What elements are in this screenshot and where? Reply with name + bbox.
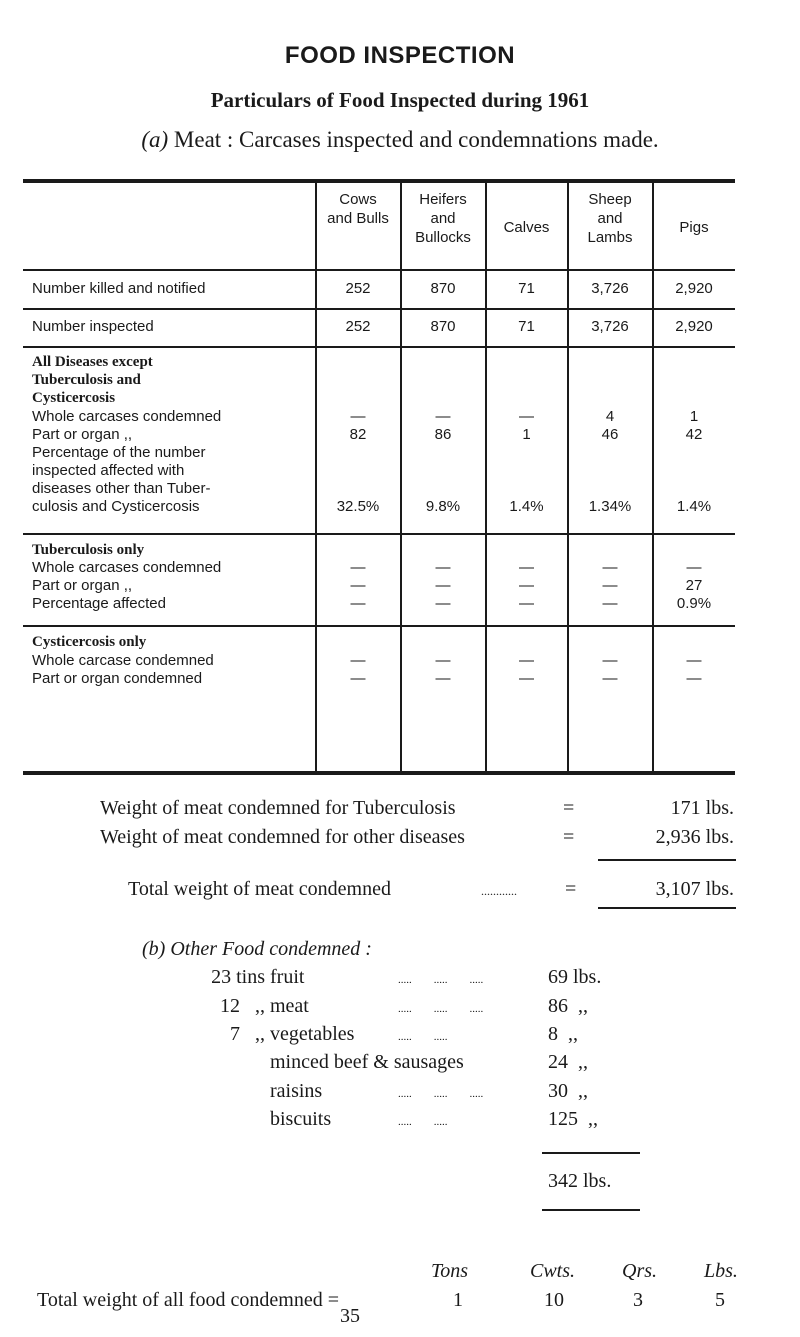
table-cell: — [519, 577, 534, 594]
table-cell: 3,726 [591, 280, 629, 297]
col-header-heifers-text: Heifers and Bullocks [415, 191, 471, 246]
table-cell: 252 [345, 318, 371, 335]
page-title: FOOD INSPECTION [284, 42, 516, 69]
table-cell: — [519, 670, 534, 687]
table-cell: 870 [430, 318, 456, 335]
other-food-name: meat [270, 995, 309, 1017]
row-rule [23, 533, 735, 535]
col-header-cows [316, 190, 400, 228]
grand-total-label: Total weight of all food condemned = [37, 1289, 340, 1311]
other-food-dots: ..... ..... ..... [398, 974, 484, 986]
other-food-name: fruit [270, 966, 305, 988]
table-cell: 0.9% [676, 595, 712, 612]
table-cell: 4 [605, 408, 615, 425]
other-total-rule-top [542, 1152, 640, 1154]
table-cell: 1.4% [676, 498, 712, 515]
table-cell: — [435, 670, 451, 687]
row-label: Whole carcases condemned [32, 408, 222, 425]
table-cell: 870 [430, 280, 456, 297]
weight-rule-top [598, 859, 736, 861]
other-food-dots: ..... ..... [398, 1031, 448, 1043]
table-cell: — [435, 408, 451, 425]
row-label: Part or organ condemned [32, 670, 203, 687]
other-food-name: raisins [270, 1080, 323, 1102]
other-food-dots: ..... ..... [398, 1116, 448, 1128]
table-cell: 2,920 [675, 280, 713, 297]
table-cell: — [350, 559, 366, 576]
col-header-cows-text: Cows and Bulls [327, 191, 389, 227]
weight-tb-value: 171 lbs. [670, 797, 734, 819]
row-label: Part or organ ,, [32, 577, 133, 594]
col-header-sheep [568, 190, 652, 247]
grand-total-tons: 1 [453, 1289, 463, 1311]
table-cell: — [435, 652, 451, 669]
table-cell: 82 [349, 426, 367, 443]
unit-tons: Tons [431, 1260, 469, 1282]
weight-total-value: 3,107 lbs. [655, 878, 734, 900]
table-cell: — [602, 595, 618, 612]
table-cell: — [602, 670, 618, 687]
section-a-text: Meat : Carcases inspected and condemnations made. [168, 127, 659, 152]
section-b-heading: (b) Other Food condemned : [142, 938, 372, 960]
table-cell: 1.34% [588, 498, 632, 515]
row-label: All Diseases except Tuberculosis and Cysticercosis [32, 354, 153, 406]
grand-total-lbs: 5 [715, 1289, 725, 1311]
col-header-heifers [401, 190, 485, 247]
table-cell: 46 [601, 426, 619, 443]
col-header-calves-text: Calves [503, 219, 550, 236]
row-label: Percentage affected [32, 595, 166, 612]
table-cell: — [519, 595, 534, 612]
table-cell: 3,726 [591, 318, 629, 335]
other-food-qty: 12 ,, [220, 995, 265, 1017]
weight-total-eq: = [565, 878, 577, 900]
table-cell: — [350, 577, 366, 594]
table-cell: 71 [518, 318, 535, 335]
table-cell: — [686, 670, 702, 687]
table-top-rule [23, 179, 735, 183]
table-cell: — [435, 559, 451, 576]
table-cell: 71 [518, 280, 535, 297]
weight-rule-bottom [598, 907, 736, 909]
other-food-total: 342 lbs. [548, 1170, 612, 1192]
row-rule [23, 269, 735, 271]
other-food-value: 125 ,, [548, 1108, 598, 1130]
unit-qrs: Qrs. [622, 1260, 658, 1282]
row-label: Part or organ ,, [32, 426, 133, 443]
row-label: Whole carcase condemned [32, 652, 214, 669]
other-food-value: 69 lbs. [548, 966, 602, 988]
table-cell: — [519, 408, 534, 425]
table-cell: — [602, 559, 618, 576]
section-a-prefix: (a) [141, 127, 169, 152]
other-food-value: 24 ,, [548, 1051, 588, 1073]
other-food-name: biscuits [270, 1108, 332, 1130]
table-cell: 1.4% [509, 498, 544, 515]
table-cell: 32.5% [336, 498, 380, 515]
table-bottom-rule [23, 771, 735, 775]
table-cell: 42 [685, 426, 703, 443]
table-cell: — [350, 595, 366, 612]
row-label: Number killed and notified [32, 280, 206, 297]
table-cell: — [435, 595, 451, 612]
section-a-heading [0, 127, 800, 153]
row-label: Number inspected [32, 318, 154, 335]
table-cell: — [602, 652, 618, 669]
table-cell: — [350, 670, 366, 687]
table-cell: — [435, 577, 451, 594]
table-cell: 1 [689, 408, 699, 425]
weight-tb-label: Weight of meat condemned for Tuberculosis [100, 797, 456, 819]
row-label: Tuberculosis only [32, 542, 145, 558]
other-total-rule-bottom [542, 1209, 640, 1211]
page-number: 35 [340, 1305, 360, 1327]
table-cell: 2,920 [675, 318, 713, 335]
other-food-qty: 7 ,, [230, 1023, 265, 1045]
table-cell: — [350, 408, 366, 425]
table-cell: 27 [685, 577, 703, 594]
table-cell: — [519, 652, 534, 669]
grand-total-cwts: 10 [544, 1289, 564, 1311]
weight-tb-eq: = [563, 797, 575, 819]
row-label: Whole carcases condemned [32, 559, 222, 576]
table-cell: — [602, 577, 618, 594]
other-food-value: 86 ,, [548, 995, 588, 1017]
table-cell: 86 [434, 426, 452, 443]
weight-total-label: Total weight of meat condemned [128, 878, 391, 900]
col-header-pigs [653, 218, 735, 237]
other-food-dots: ..... ..... ..... [398, 1088, 484, 1100]
table-cell: 1 [522, 426, 531, 443]
page-subtitle: Particulars of Food Inspected during 1961 [210, 88, 590, 112]
row-rule [23, 625, 735, 627]
weight-other-label: Weight of meat condemned for other diseases [100, 826, 465, 848]
other-food-value: 30 ,, [548, 1080, 588, 1102]
other-food-dots: ..... ..... ..... [398, 1003, 484, 1015]
col-header-sheep-text: Sheep and Lambs [587, 191, 633, 246]
other-food-name: minced beef & sausages [270, 1051, 464, 1073]
other-food-qty: 23 tins [211, 966, 265, 988]
other-food-value: 8 ,, [548, 1023, 578, 1045]
table-cell: 252 [345, 280, 371, 297]
table-cell: — [350, 652, 366, 669]
table-cell: — [519, 559, 534, 576]
col-header-calves [486, 218, 567, 237]
other-food-name: vegetables [270, 1023, 355, 1045]
col-header-pigs-text: Pigs [679, 219, 709, 236]
row-rule [23, 346, 735, 348]
table-cell: — [686, 559, 702, 576]
row-label: Percentage of the number inspected affected with diseases other than Tuber- culosis and Cysticercosis [32, 444, 211, 515]
row-label: Cysticercosis only [32, 634, 147, 650]
weight-total-dots: ............ [481, 884, 517, 898]
grand-total-qrs: 3 [633, 1289, 643, 1311]
weight-other-eq: = [563, 826, 575, 848]
unit-lbs: Lbs. [704, 1260, 738, 1282]
row-rule [23, 308, 735, 310]
weight-other-value: 2,936 lbs. [655, 826, 734, 848]
table-cell: 9.8% [425, 498, 461, 515]
table-cell: — [686, 652, 702, 669]
unit-cwts: Cwts. [530, 1260, 576, 1282]
